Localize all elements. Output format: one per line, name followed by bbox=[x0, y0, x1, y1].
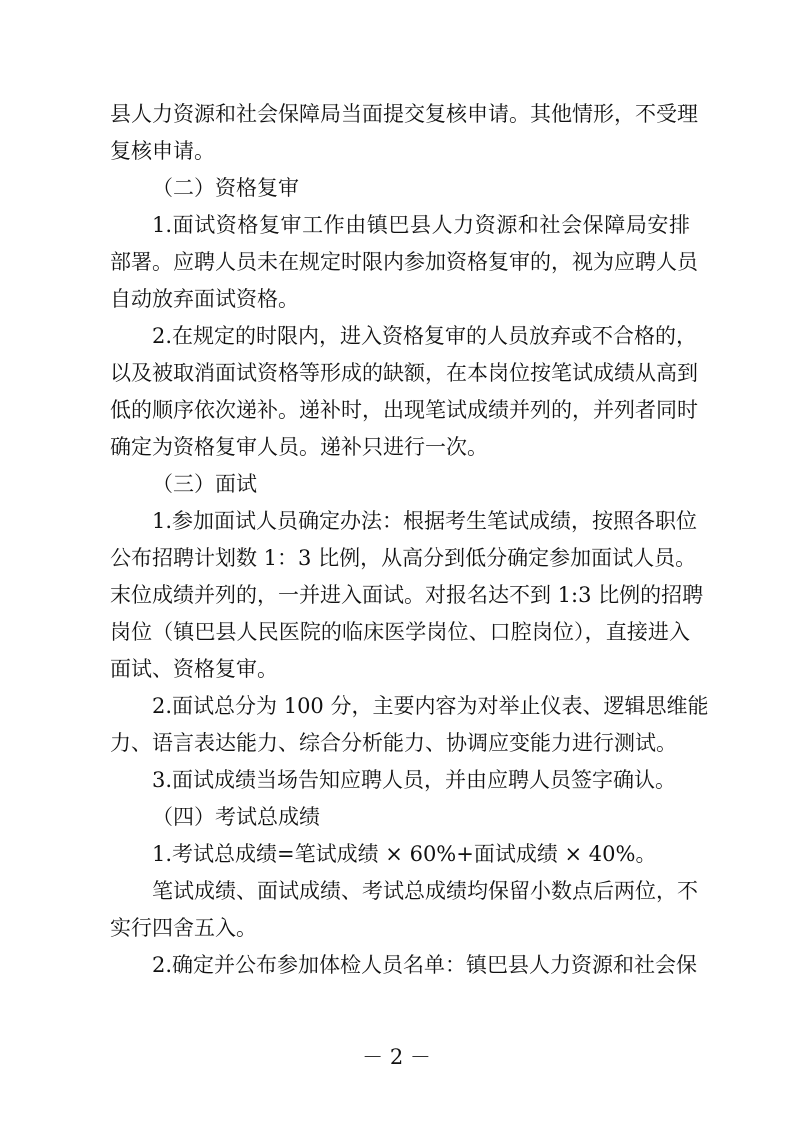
paragraph-line: 3.面试成绩当场告知应聘人员，并由应聘人员签字确认。 bbox=[152, 768, 677, 792]
paragraph-line: 1.面试资格复审工作由镇巴县人力资源和社会保障局安排 bbox=[152, 213, 690, 237]
paragraph-line: 确定为资格复审人员。递补只进行一次。 bbox=[110, 435, 488, 459]
paragraph-line: 2.在规定的时限内，进入资格复审的人员放弃或不合格的， bbox=[152, 324, 698, 348]
paragraph-line: 实行四舍五入。 bbox=[110, 916, 257, 940]
paragraph-line: 公布招聘计划数 1：3 比例，从高分到低分确定参加面试人员。 bbox=[110, 546, 697, 570]
paragraph-line: 2.面试总分为 100 分，主要内容为对举止仪表、逻辑思维能 bbox=[152, 694, 709, 718]
paragraph-line: 岗位（镇巴县人民医院的临床医学岗位、口腔岗位），直接进入 bbox=[110, 620, 690, 644]
document-body bbox=[110, 96, 709, 984]
paragraph-line: 县人力资源和社会保障局当面提交复核申请。其他情形，不受理 bbox=[110, 102, 698, 126]
section-heading: （四）考试总成绩 bbox=[152, 805, 320, 829]
paragraph-line: 力、语言表达能力、综合分析能力、协调应变能力进行测试。 bbox=[110, 731, 677, 755]
paragraph-line: 以及被取消面试资格等形成的缺额，在本岗位按笔试成绩从高到 bbox=[110, 361, 698, 385]
section-heading: （二）资格复审 bbox=[152, 176, 299, 200]
paragraph-line: 自动放弃面试资格。 bbox=[110, 287, 299, 311]
paragraph-line: 笔试成绩、面试成绩、考试总成绩均保留小数点后两位，不 bbox=[152, 879, 698, 903]
paragraph-line: 复核申请。 bbox=[110, 139, 215, 163]
paragraph-line: 2.确定并公布参加体检人员名单：镇巴县人力资源和社会保 bbox=[152, 953, 698, 977]
paragraph-line: 部署。应聘人员未在规定时限内参加资格复审的，视为应聘人员 bbox=[110, 250, 698, 274]
paragraph-line: 1.参加面试人员确定办法：根据考生笔试成绩，按照各职位 bbox=[152, 509, 698, 533]
page-number: － 2 － bbox=[362, 1045, 431, 1069]
paragraph-line: 末位成绩并列的，一并进入面试。对报名达不到 1:3 比例的招聘 bbox=[110, 583, 704, 607]
paragraph-line: 低的顺序依次递补。递补时，出现笔试成绩并列的，并列者同时 bbox=[110, 398, 698, 422]
section-heading: （三）面试 bbox=[152, 472, 257, 496]
paragraph-line: 1.考试总成绩=笔试成绩 × 60%+面试成绩 × 40%。 bbox=[152, 842, 657, 866]
paragraph-line: 面试、资格复审。 bbox=[110, 657, 278, 681]
